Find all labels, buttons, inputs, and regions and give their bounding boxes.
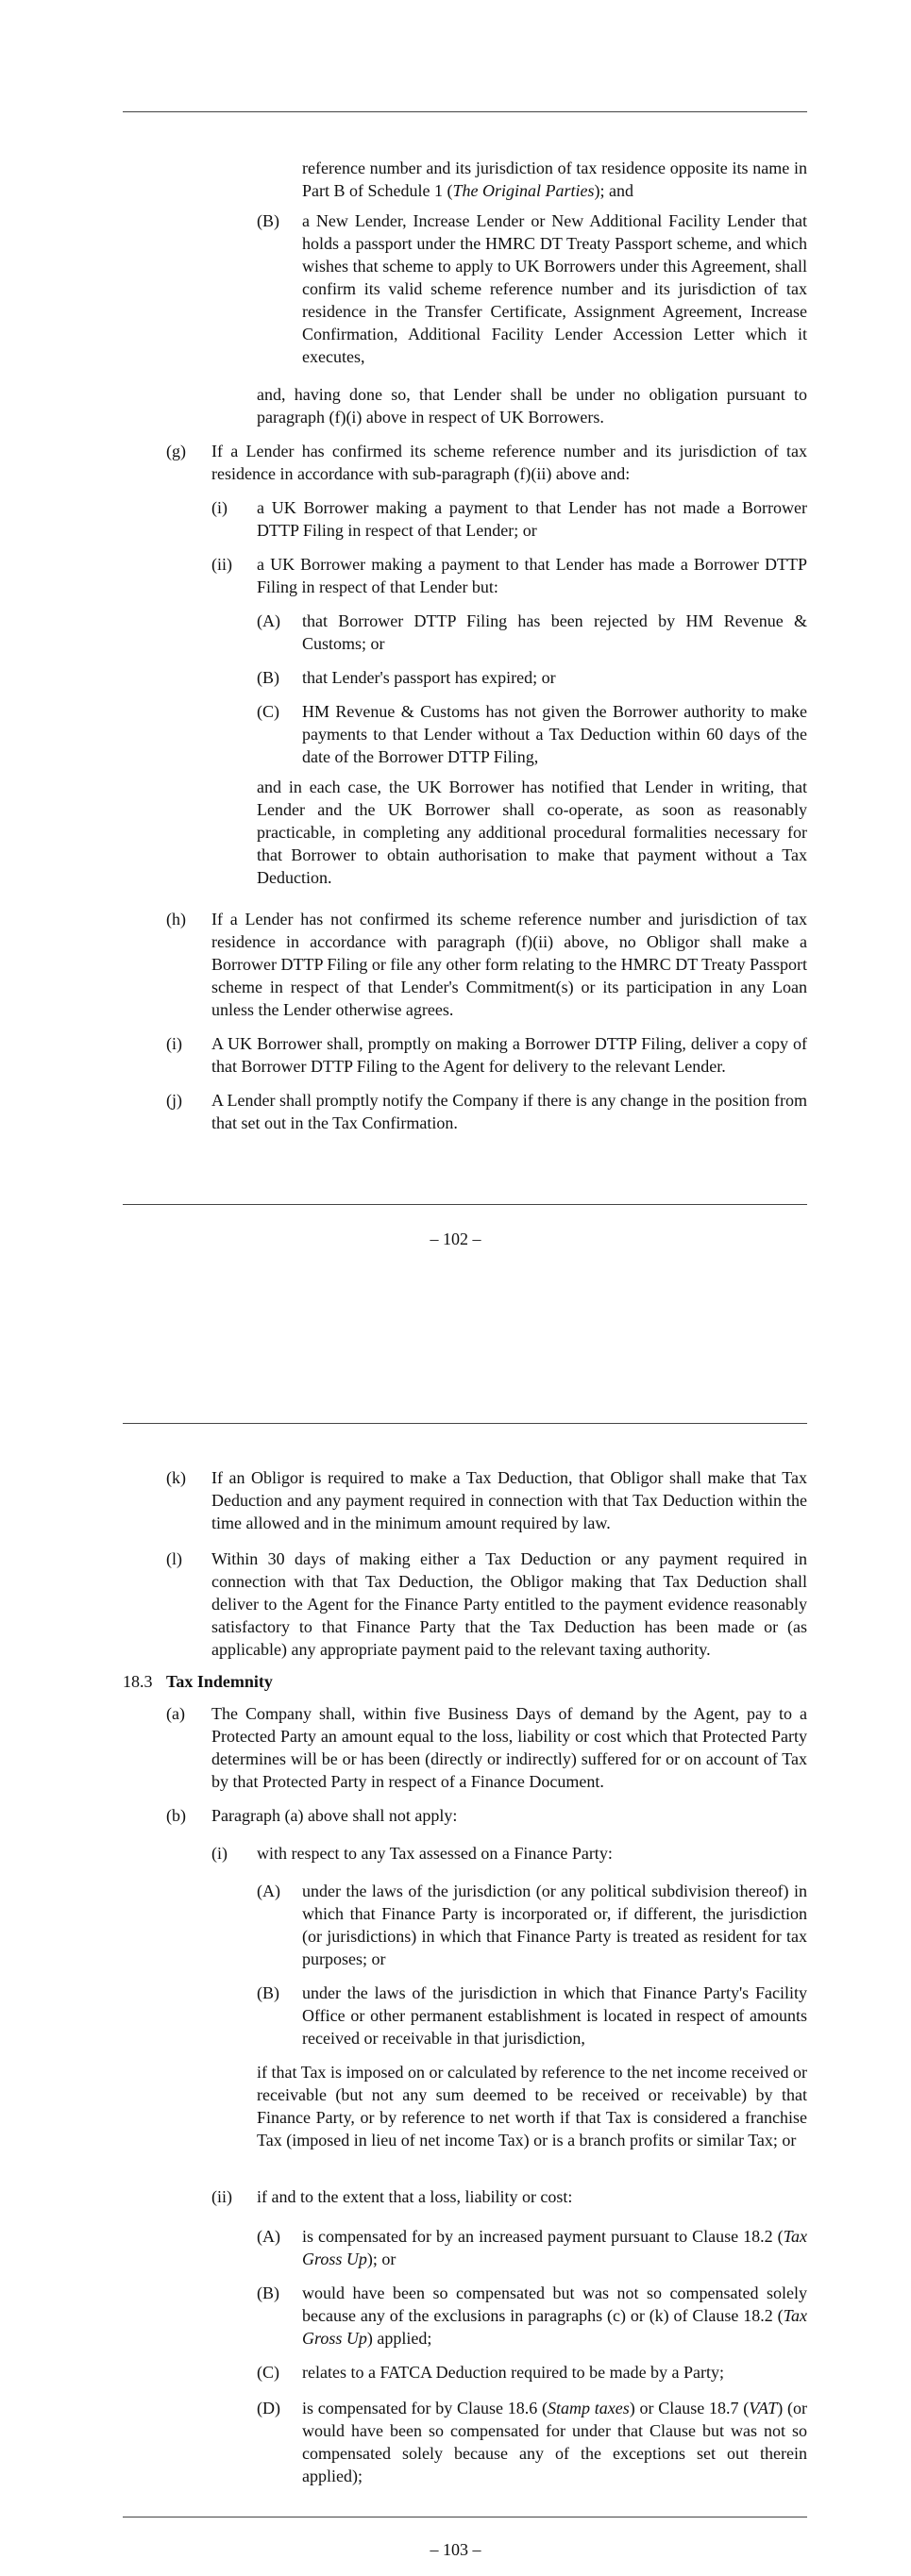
text-run: is compensated for by Clause 18.6 ( <box>302 2399 548 2417</box>
para-label-g-C: (C) <box>257 702 279 721</box>
para-b: Paragraph (a) above shall not apply: <box>211 1806 458 1825</box>
para-label-b-i-A: (A) <box>257 1882 280 1900</box>
para-g-i: a UK Borrower making a payment to that Lender has not made a Borrower DTTP Filing in respect of that Lender; or <box>257 498 807 540</box>
para-B-intro-tail <box>302 157 807 202</box>
para-b-i-tail: if that Tax is imposed on or calculated by reference to the net income received or receivable (but not any sum deemed to be received or receivable) by that Finance Party, or by reference to net worth if that Tax is considered a franchise Tax (imposed in lieu of net income Tax) or is a branch profits or similar Tax; or <box>257 2063 807 2149</box>
page-bottom-rule <box>123 1204 807 1205</box>
text-run: ) or Clause 18.7 ( <box>629 2399 750 2417</box>
para-label-b-ii-C: (C) <box>257 2363 279 2382</box>
text-run: ) (or would have been so compensated for under that Clause but was not so compensated solely because any of the exceptions set out therein applied); <box>302 2399 808 2485</box>
para-label-B: (B) <box>257 211 279 230</box>
para-g-C: HM Revenue & Customs has not given the Borrower authority to make payments to that Lender without a Tax Deduction within 60 days of the date of the Borrower DTTP Filing, <box>302 702 807 766</box>
para-g-B: that Lender's passport has expired; or <box>302 668 556 687</box>
para-j: A Lender shall promptly notify the Company if there is any change in the position from that set out in the Tax Confirmation. <box>211 1091 807 1132</box>
para-b-ii-A <box>302 2225 807 2270</box>
para-i: A UK Borrower shall, promptly on making a Borrower DTTP Filing, deliver a copy of that Borrower DTTP Filing to the Agent for delivery to the relevant Lender. <box>211 1034 807 1076</box>
para-label-b-ii-A: (A) <box>257 2227 280 2246</box>
text-run: ); and <box>594 181 633 200</box>
para-g: If a Lender has confirmed its scheme reference number and its jurisdiction of tax residence in accordance with sub-paragraph (f)(ii) above and: <box>211 442 807 483</box>
clause-heading: Tax Indemnity <box>166 1672 273 1691</box>
para-g-ii: a UK Borrower making a payment to that Lender has made a Borrower DTTP Filing in respect of that Lender but: <box>257 555 807 596</box>
page-top-rule <box>123 1423 807 1424</box>
page-number: – 103 – <box>430 2540 481 2559</box>
para-B: a New Lender, Increase Lender or New Additional Facility Lender that holds a passport under the HMRC DT Treaty Passport scheme, and which wishes that scheme to apply to UK Borrowers under this Agreement, shall confirm its valid scheme reference number and its jurisdiction of tax residence in the Transfer Certificate, Assignment Agreement, Increase Confirmation, Additional Facility Lender Accession Letter which it executes, <box>302 211 807 366</box>
text-run: is compensated for by an increased payment pursuant to Clause 18.2 ( <box>302 2227 784 2246</box>
para-b-i-A: under the laws of the jurisdiction (or any political subdivision thereof) in which that Finance Party is incorporated or, if different, the jurisdiction (or jurisdictions) in which that Finance Party is treated as resident for tax purposes; or <box>302 1882 807 1968</box>
page-top-rule <box>123 111 807 112</box>
para-b-i-B: under the laws of the jurisdiction in which that Finance Party's Facility Office or other permanent establishment is located in respect of amounts received or receivable in that jurisdiction, <box>302 1983 807 2048</box>
clause-number: 18.3 <box>123 1672 153 1691</box>
text-run-italic: Tax Gross Up <box>302 2227 807 2268</box>
para-label-g-B: (B) <box>257 668 279 687</box>
para-b-ii-D <box>302 2397 807 2487</box>
text-run: ); or <box>366 2250 396 2268</box>
para-label-a: (a) <box>166 1704 185 1723</box>
para-label-b-ii: (ii) <box>211 2187 232 2206</box>
para-b-ii: if and to the extent that a loss, liability or cost: <box>257 2187 573 2206</box>
para-and-having: and, having done so, that Lender shall be under no obligation pursuant to paragraph (f)(i) above in respect of UK Borrowers. <box>257 385 807 427</box>
text-run: reference number and its jurisdiction of tax residence opposite its name in Part B of Schedule 1 ( <box>302 159 807 200</box>
page-number: – 102 – <box>430 1229 481 1248</box>
para-label-g-i: (i) <box>211 498 228 517</box>
text-run-italic: Tax Gross Up <box>302 2306 807 2348</box>
para-label-b-ii-B: (B) <box>257 2283 279 2302</box>
para-a: The Company shall, within five Business Days of demand by the Agent, pay to a Protected Party an amount equal to the loss, liability or cost which that Protected Party determines will be or has been (directly or indirectly) suffered for or on account of Tax by that Protected Party in respect of a Finance Document. <box>211 1704 807 1791</box>
para-label-i: (i) <box>166 1034 182 1053</box>
text-run: would have been so compensated but was not so compensated solely because any of the exclusions in paragraphs (c) or (k) of Clause 18.2 ( <box>302 2283 807 2325</box>
para-label-j: (j) <box>166 1091 182 1110</box>
para-label-b-ii-D: (D) <box>257 2399 280 2417</box>
para-k: If an Obligor is required to make a Tax Deduction, that Obligor shall make that Tax Deduction and any payment required in connection with that Tax Deduction within the time allowed and in the minimum amount required by law. <box>211 1468 807 1532</box>
text-run: ) applied; <box>366 2329 432 2348</box>
para-h: If a Lender has not confirmed its scheme reference number and jurisdiction of tax residence in accordance with paragraph (f)(ii) above, no Obligor shall make a Borrower DTTP Filing or file any other form relating to the HMRC DT Treaty Passport scheme in respect of that Lender's Commitment(s) or its participation in any Loan unless the Lender otherwise agrees. <box>211 910 807 1019</box>
para-g-tail: and in each case, the UK Borrower has notified that Lender in writing, that Lender and the UK Borrower shall co-operate, as soon as reasonably practicable, in completing any additional procedural formalities necessary for that Borrower to obtain authorisation to make that payment without a Tax Deduction. <box>257 778 807 887</box>
para-label-g-ii: (ii) <box>211 555 232 574</box>
text-run-italic: The Original Parties <box>452 181 595 200</box>
text-run-italic: Stamp taxes <box>548 2399 630 2417</box>
para-b-ii-B <box>302 2282 807 2350</box>
para-l: Within 30 days of making either a Tax Deduction or any payment required in connection with that Tax Deduction, the Obligor making that Tax Deduction shall deliver to the Agent for the Finance Party entitled to the payment evidence reasonably satisfactory to that Finance Party that the Tax Deduction has been made or (as applicable) any appropriate payment paid to the relevant taxing authority. <box>211 1549 807 1659</box>
para-label-g: (g) <box>166 442 186 460</box>
para-label-h: (h) <box>166 910 186 928</box>
text-run-italic: VAT <box>749 2399 778 2417</box>
para-label-b: (b) <box>166 1806 186 1825</box>
para-label-g-A: (A) <box>257 611 280 630</box>
para-b-i: with respect to any Tax assessed on a Finance Party: <box>257 1844 613 1863</box>
para-g-A: that Borrower DTTP Filing has been rejected by HM Revenue & Customs; or <box>302 611 807 653</box>
para-label-k: (k) <box>166 1468 186 1487</box>
para-b-ii-C: relates to a FATCA Deduction required to be made by a Party; <box>302 2363 725 2382</box>
para-label-l: (l) <box>166 1549 182 1568</box>
para-label-b-i-B: (B) <box>257 1983 279 2002</box>
para-label-b-i: (i) <box>211 1844 228 1863</box>
